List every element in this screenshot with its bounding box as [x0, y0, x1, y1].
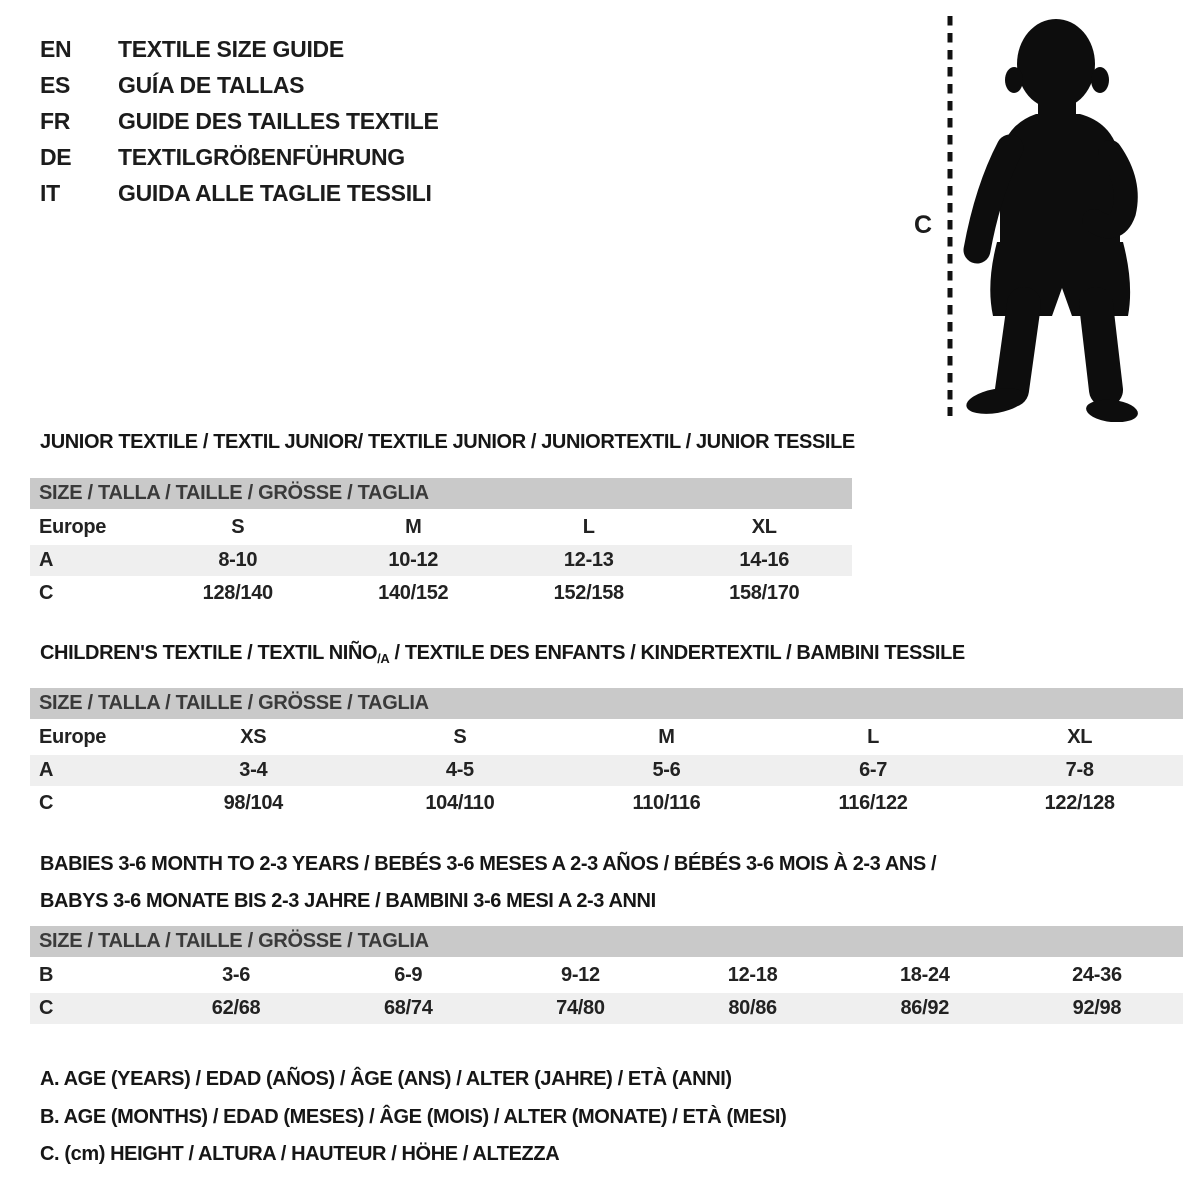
- cell: 5-6: [652, 759, 681, 781]
- cell: 104/110: [425, 792, 495, 814]
- language-row: [40, 139, 439, 175]
- cell: 14-16: [739, 549, 790, 571]
- row-label: C: [39, 997, 54, 1019]
- toddler-silhouette-icon: [964, 19, 1139, 422]
- language-row: [40, 103, 439, 139]
- cell: 80/86: [728, 997, 777, 1019]
- table-row-europe: [30, 722, 1183, 753]
- cell: 128/140: [202, 582, 273, 604]
- row-label: A: [39, 759, 54, 781]
- cell: 10-12: [388, 549, 439, 571]
- table-row-months: [30, 960, 1183, 991]
- cell: S: [231, 516, 245, 538]
- language-code-es: ES: [40, 71, 71, 98]
- size-header-bar: SIZE / TALLA / TAILLE / GRÖSSE / TAGLIA: [30, 478, 852, 509]
- children-title-subscript: /A: [377, 651, 390, 666]
- row-label: B: [39, 964, 54, 986]
- children-title-rest: / TEXTILE DES ENFANTS / KINDERTEXTIL / BAMBINI TESSILE: [389, 642, 965, 664]
- cell: 4-5: [445, 759, 474, 781]
- junior-size-table: [30, 478, 852, 611]
- guide-title-it: GUIDA ALLE TAGLIE TESSILI: [118, 179, 432, 206]
- cell: 18-24: [899, 964, 950, 986]
- cell: M: [658, 726, 675, 748]
- babies-section-title: [40, 846, 936, 920]
- cell: 6-7: [859, 759, 888, 781]
- guide-title-en: TEXTILE SIZE GUIDE: [118, 35, 344, 62]
- cell: XL: [751, 516, 777, 538]
- cell: XS: [240, 726, 267, 748]
- cell: 6-9: [394, 964, 423, 986]
- language-row: [40, 67, 439, 103]
- babies-title-line2: BABYS 3-6 MONATE BIS 2-3 JAHRE / BAMBINI 3-6 MESI A 2-3 ANNI: [40, 890, 656, 912]
- table-row-height: [30, 788, 1183, 819]
- table-row-height: [30, 993, 1183, 1024]
- cell: 98/104: [223, 792, 283, 814]
- table-row-height: [30, 578, 852, 609]
- row-label: C: [39, 792, 54, 814]
- guide-title-fr: GUIDE DES TAILLES TEXTILE: [118, 107, 439, 134]
- cell: S: [453, 726, 467, 748]
- cell: 140/152: [378, 582, 449, 604]
- size-header-bar: SIZE / TALLA / TAILLE / GRÖSSE / TAGLIA: [30, 926, 1183, 957]
- children-size-table: [30, 688, 1183, 821]
- children-section-title: [40, 642, 965, 666]
- cell: 9-12: [561, 964, 600, 986]
- legend: [40, 1061, 786, 1174]
- language-row: [40, 31, 439, 67]
- row-label: A: [39, 549, 54, 571]
- language-row: [40, 175, 439, 211]
- language-code-en: EN: [40, 35, 72, 62]
- cell: 74/80: [556, 997, 605, 1019]
- legend-age-months: B. AGE (MONTHS) / EDAD (MESES) / ÂGE (MOIS) / ALTER (MONATE) / ETÀ (MESI): [40, 1105, 787, 1128]
- babies-title-line1: BABIES 3-6 MONTH TO 2-3 YEARS / BEBÉS 3-6 MESES A 2-3 AÑOS / BÉBÉS 3-6 MOIS À 2-3 ANS /: [40, 853, 937, 875]
- guide-title-es: GUÍA DE TALLAS: [118, 71, 305, 98]
- cell: 3-6: [222, 964, 251, 986]
- language-code-fr: FR: [40, 107, 71, 134]
- cell: 92/98: [1072, 997, 1122, 1019]
- table-row-europe: [30, 512, 852, 543]
- language-code-it: IT: [40, 179, 60, 206]
- cell: L: [867, 726, 880, 748]
- cell: 12-18: [727, 964, 778, 986]
- babies-size-table: [30, 926, 1183, 1026]
- language-code-de: DE: [40, 143, 72, 170]
- cell: 86/92: [900, 997, 950, 1019]
- cell: 68/74: [383, 997, 433, 1019]
- table-row-age: [30, 755, 1183, 786]
- cell: 3-4: [239, 759, 268, 781]
- toddler-figure: [900, 12, 1160, 422]
- table-row-age: [30, 545, 852, 576]
- cell: 7-8: [1065, 759, 1094, 781]
- cell: 8-10: [218, 549, 258, 571]
- cell: 116/122: [838, 792, 908, 814]
- cell: 122/128: [1044, 792, 1115, 814]
- junior-section-title: JUNIOR TEXTILE / TEXTIL JUNIOR/ TEXTILE JUNIOR / JUNIORTEXTIL / JUNIOR TESSILE: [40, 431, 855, 453]
- cell: M: [405, 516, 422, 538]
- row-label: Europe: [39, 726, 107, 748]
- size-header-bar: SIZE / TALLA / TAILLE / GRÖSSE / TAGLIA: [30, 688, 1183, 719]
- legend-height-cm: C. (cm) HEIGHT / ALTURA / HAUTEUR / HÖHE / ALTEZZA: [40, 1143, 560, 1165]
- row-label: C: [39, 582, 54, 604]
- guide-title-de: TEXTILGRÖßENFÜHRUNG: [118, 143, 405, 170]
- children-title-main: CHILDREN'S TEXTILE / TEXTIL NIÑO: [40, 642, 378, 664]
- cell: L: [582, 516, 595, 538]
- cell: XL: [1067, 726, 1093, 748]
- cell: 62/68: [211, 997, 261, 1019]
- legend-age-years: A. AGE (YEARS) / EDAD (AÑOS) / ÂGE (ANS) / ALTER (JAHRE) / ETÀ (ANNI): [40, 1068, 732, 1090]
- cell: 24-36: [1072, 964, 1122, 986]
- cell: 158/170: [729, 582, 800, 604]
- cell: 12-13: [563, 549, 614, 571]
- cell: 152/158: [553, 582, 624, 604]
- language-title-list: [40, 31, 439, 211]
- height-measure-label: C: [914, 211, 933, 239]
- cell: 110/116: [632, 792, 701, 814]
- row-label: Europe: [39, 516, 107, 538]
